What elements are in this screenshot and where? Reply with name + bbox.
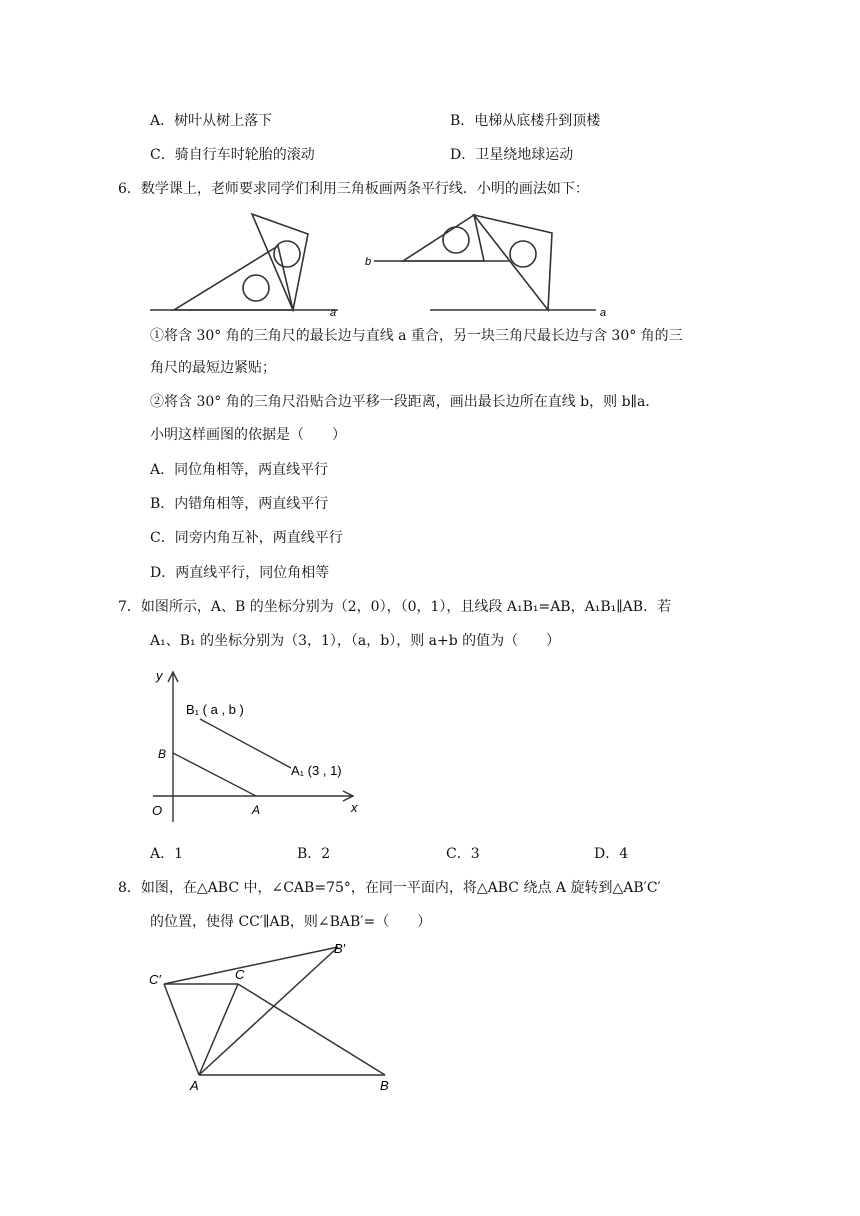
q5-option-d: D．卫星绕地球运动 bbox=[450, 147, 574, 163]
ruler-hole-icon bbox=[510, 241, 536, 267]
q6-step1-line2: 角尺的最短边紧贴； bbox=[150, 360, 276, 376]
label-a: A bbox=[190, 1078, 199, 1092]
q6-step1-line1: ①将含 30° 角的三角尺的最长边与直线 a 重合，另一块三角尺最长边与含 30° 角的三 bbox=[150, 328, 683, 344]
q8-rotation-figure bbox=[148, 940, 394, 1092]
label-b1: B₁ ( a , b ) bbox=[186, 702, 244, 717]
q7-option-b: B．2 bbox=[297, 846, 331, 862]
label-b: b bbox=[365, 256, 372, 268]
label-a1: A₁ (3 , 1) bbox=[291, 763, 342, 778]
q7-option-a: A．1 bbox=[150, 846, 184, 862]
segment-a1b1 bbox=[200, 719, 291, 768]
label-a-left: a bbox=[330, 307, 337, 319]
q7-stem-part1: 7．如图所示，A、B 的坐标分别为（2，0），（0，1），且线段 bbox=[118, 599, 507, 615]
label-c-prime: C′ bbox=[149, 972, 161, 987]
label-b-prime: B′ bbox=[334, 941, 346, 956]
label-a-right: a bbox=[600, 307, 607, 319]
q5-option-c: C．骑自行车时轮胎的滚动 bbox=[150, 147, 315, 163]
q7-option-d: D．4 bbox=[594, 846, 629, 862]
q6-stem: 6．数学课上，老师要求同学们利用三角板画两条平行线．小明的画法如下： bbox=[118, 181, 589, 197]
segment-a-c-prime bbox=[164, 984, 199, 1075]
q6-option-b: B．内错角相等，两直线平行 bbox=[150, 496, 329, 512]
segment-c-b bbox=[238, 984, 385, 1075]
q6-option-c: C．同旁内角互补，两直线平行 bbox=[150, 530, 343, 546]
q7-stem-line2: A₁、B₁ 的坐标分别为（3，1），（a，b），则 a+b 的值为（ ） bbox=[150, 633, 561, 649]
q5-option-b: B．电梯从底楼升到顶楼 bbox=[450, 113, 601, 129]
q8-stem-line2: 的位置，使得 CC′∥AB，则∠BAB′=（ ） bbox=[150, 914, 432, 930]
q5-option-a: A．树叶从树上落下 bbox=[150, 113, 273, 129]
q7-option-c: C．3 bbox=[446, 846, 480, 862]
q6-option-d: D．两直线平行，同位角相等 bbox=[150, 565, 330, 581]
segment-a-c bbox=[199, 984, 238, 1075]
label-b: B bbox=[380, 1078, 389, 1092]
q8-stem-line1: 8．如图，在△ABC 中，∠CAB=75°，在同一平面内，将△ABC 绕点 A 旋转到△AB′C′ bbox=[118, 880, 661, 896]
label-o: O bbox=[152, 803, 163, 818]
q6-step2: ②将含 30° 角的三角尺沿贴合边平移一段距离，画出最长边所在直线 b，则 b∥a． bbox=[150, 394, 660, 410]
ruler-hole-icon bbox=[443, 227, 469, 253]
segment-a-b-prime bbox=[199, 947, 338, 1075]
label-y: y bbox=[156, 668, 163, 683]
q6-option-a: A．同位角相等，两直线平行 bbox=[150, 462, 329, 478]
ruler-hole-icon bbox=[243, 275, 269, 301]
label-x: x bbox=[351, 800, 358, 815]
label-c: C bbox=[235, 967, 245, 982]
label-a: A bbox=[252, 803, 261, 817]
q7-stem-line1 bbox=[118, 597, 671, 617]
q6-question: 小明这样画图的依据是（ ） bbox=[150, 427, 346, 443]
label-b: B bbox=[158, 747, 167, 761]
ruler-hole-icon bbox=[274, 241, 300, 267]
q7-stem-part2: A₁B₁=AB，A₁B₁∥AB．若 bbox=[506, 599, 672, 615]
segment-c-prime-b-prime bbox=[164, 947, 338, 984]
triangle-ruler-left bbox=[252, 214, 308, 310]
triangle-30-left bbox=[174, 246, 293, 310]
q7-coordinate-figure bbox=[148, 662, 364, 826]
q6-triangle-ruler-figure bbox=[148, 208, 618, 320]
segment-ab bbox=[173, 753, 256, 796]
